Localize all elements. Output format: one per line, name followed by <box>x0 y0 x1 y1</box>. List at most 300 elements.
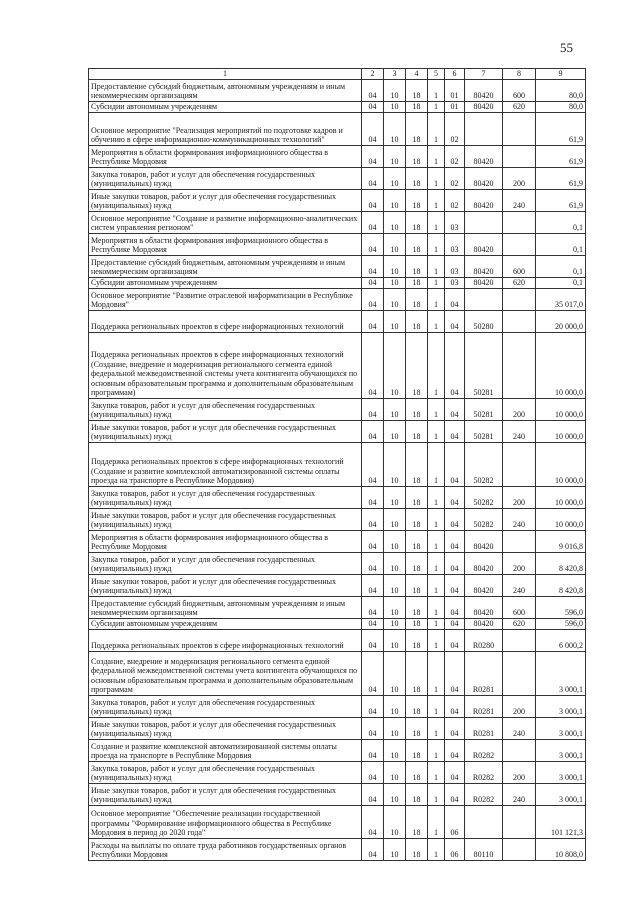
code-cell: 04 <box>362 575 384 597</box>
code-cell: 04 <box>362 718 384 740</box>
code-cell: 03 <box>445 256 465 278</box>
code-cell: 1 <box>428 509 445 531</box>
code-cell: R0282 <box>465 740 503 762</box>
code-cell: 10 <box>384 113 406 146</box>
code-cell: 80420 <box>465 102 503 113</box>
code-cell: 04 <box>362 421 384 443</box>
code-cell: 01 <box>445 80 465 102</box>
code-cell: 04 <box>445 421 465 443</box>
code-cell: 04 <box>445 531 465 553</box>
row-description: Основное мероприятие "Реализация мероприятий по подготовке кадров и обучению в сфере информационно-коммуникационных технологий" <box>89 113 362 146</box>
code-cell: 04 <box>445 630 465 652</box>
code-cell: 10 <box>384 696 406 718</box>
code-cell: 1 <box>428 212 445 234</box>
table-body <box>89 80 586 861</box>
code-cell: 04 <box>445 509 465 531</box>
code-cell: 04 <box>445 619 465 630</box>
row-description: Закупка товаров, работ и услуг для обеспечения государственных (муниципальных) нужд <box>89 487 362 509</box>
row-description: Создание и развитие комплексной автоматизированной системы оплаты проезда на транспорте в Республике Мордовия <box>89 740 362 762</box>
code-cell: 18 <box>406 553 428 575</box>
header-cell: 2 <box>362 69 384 80</box>
code-cell: 03 <box>445 278 465 289</box>
code-cell: 80420 <box>465 256 503 278</box>
code-cell: 1 <box>428 553 445 575</box>
code-cell: 04 <box>445 575 465 597</box>
row-description: Закупка товаров, работ и услуг для обеспечения государственных (муниципальных) нужд <box>89 696 362 718</box>
code-cell: 04 <box>445 487 465 509</box>
amount-cell: 596,0 <box>536 619 586 630</box>
table-row <box>89 168 586 190</box>
code-cell: 1 <box>428 102 445 113</box>
code-cell: 1 <box>428 839 445 861</box>
amount-cell: 0,1 <box>536 212 586 234</box>
table-row <box>89 839 586 861</box>
code-cell: 1 <box>428 234 445 256</box>
code-cell: 620 <box>503 102 536 113</box>
amount-cell: 10 808,0 <box>536 839 586 861</box>
code-cell: 1 <box>428 311 445 333</box>
code-cell: 240 <box>503 718 536 740</box>
code-cell: 1 <box>428 762 445 784</box>
code-cell: 1 <box>428 630 445 652</box>
code-cell: 04 <box>445 784 465 806</box>
table-row <box>89 146 586 168</box>
amount-cell: 61,9 <box>536 146 586 168</box>
code-cell: 04 <box>362 740 384 762</box>
code-cell: 10 <box>384 256 406 278</box>
table-row <box>89 443 586 487</box>
code-cell: 04 <box>362 619 384 630</box>
code-cell: 04 <box>362 630 384 652</box>
code-cell: 18 <box>406 311 428 333</box>
amount-cell: 10 000,0 <box>536 333 586 399</box>
code-cell: 18 <box>406 168 428 190</box>
code-cell: 04 <box>362 762 384 784</box>
code-cell: 18 <box>406 80 428 102</box>
code-cell: 1 <box>428 652 445 696</box>
code-cell: 1 <box>428 333 445 399</box>
row-description: Создание, внедрение и модернизация регионального сегмента единой федеральной межведомственной системы учета контингента обучающихся по основным образовательным программа и дополнительным образовательным программам <box>89 652 362 696</box>
code-cell: 10 <box>384 80 406 102</box>
code-cell: 50282 <box>465 509 503 531</box>
page-number: 55 <box>560 40 573 55</box>
amount-cell: 35 017,0 <box>536 289 586 311</box>
amount-cell: 9 016,8 <box>536 531 586 553</box>
row-description: Основное мероприятие "Создание и развитие информационно-аналитических систем управления регионом" <box>89 212 362 234</box>
code-cell <box>503 740 536 762</box>
row-description: Закупка товаров, работ и услуг для обеспечения государственных (муниципальных) нужд <box>89 168 362 190</box>
code-cell: 18 <box>406 421 428 443</box>
row-description: Расходы на выплаты по оплате труда работников государственных органов Республики Мордовия <box>89 839 362 861</box>
amount-cell: 6 000,2 <box>536 630 586 652</box>
table-row <box>89 575 586 597</box>
code-cell: 240 <box>503 190 536 212</box>
code-cell: R0280 <box>465 630 503 652</box>
code-cell: 10 <box>384 487 406 509</box>
code-cell: 10 <box>384 553 406 575</box>
amount-cell: 3 000,1 <box>536 652 586 696</box>
code-cell: 04 <box>362 696 384 718</box>
amount-cell: 10 000,0 <box>536 421 586 443</box>
amount-cell: 101 121,3 <box>536 806 586 839</box>
budget-table <box>88 68 586 861</box>
code-cell: 10 <box>384 399 406 421</box>
code-cell: 04 <box>445 311 465 333</box>
table-row <box>89 212 586 234</box>
header-cell: 7 <box>465 69 503 80</box>
code-cell: 80420 <box>465 597 503 619</box>
code-cell: 04 <box>445 696 465 718</box>
code-cell: 1 <box>428 575 445 597</box>
code-cell: 04 <box>445 597 465 619</box>
header-cell: 1 <box>89 69 362 80</box>
code-cell: 10 <box>384 168 406 190</box>
code-cell: 04 <box>445 289 465 311</box>
row-description: Субсидии автономным учреждениям <box>89 619 362 630</box>
code-cell: 1 <box>428 399 445 421</box>
amount-cell: 10 000,0 <box>536 509 586 531</box>
code-cell: 18 <box>406 839 428 861</box>
table-row <box>89 113 586 146</box>
code-cell: 10 <box>384 190 406 212</box>
code-cell: 200 <box>503 168 536 190</box>
code-cell: 50281 <box>465 421 503 443</box>
row-description: Иные закупки товаров, работ и услуг для обеспечения государственных (муниципальных) нужд <box>89 718 362 740</box>
header-cell: 3 <box>384 69 406 80</box>
table-row <box>89 234 586 256</box>
code-cell: R0282 <box>465 784 503 806</box>
code-cell: 240 <box>503 421 536 443</box>
code-cell: 1 <box>428 190 445 212</box>
code-cell: 80420 <box>465 619 503 630</box>
code-cell: 620 <box>503 278 536 289</box>
table-row <box>89 256 586 278</box>
code-cell: 10 <box>384 784 406 806</box>
row-description: Субсидии автономным учреждениям <box>89 278 362 289</box>
code-cell: 04 <box>362 399 384 421</box>
code-cell: 03 <box>445 212 465 234</box>
code-cell: 10 <box>384 333 406 399</box>
code-cell: 1 <box>428 718 445 740</box>
code-cell: 10 <box>384 443 406 487</box>
code-cell: 1 <box>428 443 445 487</box>
code-cell: 18 <box>406 619 428 630</box>
code-cell: 240 <box>503 575 536 597</box>
code-cell: 18 <box>406 784 428 806</box>
amount-cell: 8 420,8 <box>536 553 586 575</box>
code-cell: 10 <box>384 311 406 333</box>
code-cell: 80420 <box>465 278 503 289</box>
code-cell: 10 <box>384 421 406 443</box>
code-cell: 18 <box>406 575 428 597</box>
row-description: Закупка товаров, работ и услуг для обеспечения государственных (муниципальных) нужд <box>89 762 362 784</box>
row-description: Предоставление субсидий бюджетным, автономным учреждениям и иным некоммерческим организациям <box>89 256 362 278</box>
code-cell <box>503 806 536 839</box>
row-description: Основное мероприятие "Обеспечение реализации государственной программы "Формирование информационного общества в Республике Мордовия в период до 2020 года" <box>89 806 362 839</box>
code-cell: 04 <box>362 311 384 333</box>
code-cell: 04 <box>362 278 384 289</box>
header-cell: 9 <box>536 69 586 80</box>
header-cell: 8 <box>503 69 536 80</box>
code-cell <box>503 234 536 256</box>
code-cell: 10 <box>384 289 406 311</box>
code-cell: 80420 <box>465 531 503 553</box>
code-cell: 1 <box>428 784 445 806</box>
code-cell: 04 <box>362 597 384 619</box>
row-description: Субсидии автономным учреждениям <box>89 102 362 113</box>
code-cell: 80420 <box>465 575 503 597</box>
code-cell: 1 <box>428 531 445 553</box>
code-cell: 10 <box>384 212 406 234</box>
row-description: Закупка товаров, работ и услуг для обеспечения государственных (муниципальных) нужд <box>89 553 362 575</box>
code-cell: 18 <box>406 102 428 113</box>
amount-cell: 3 000,1 <box>536 784 586 806</box>
code-cell: 10 <box>384 278 406 289</box>
code-cell: 04 <box>445 333 465 399</box>
code-cell: 04 <box>362 168 384 190</box>
table-row <box>89 333 586 399</box>
table-row <box>89 806 586 839</box>
code-cell: 600 <box>503 597 536 619</box>
code-cell: 18 <box>406 762 428 784</box>
code-cell: 1 <box>428 696 445 718</box>
code-cell: R0282 <box>465 762 503 784</box>
code-cell: 04 <box>362 212 384 234</box>
row-description: Поддержка региональных проектов в сфере информационных технологий <box>89 311 362 333</box>
amount-cell: 3 000,1 <box>536 696 586 718</box>
code-cell: 18 <box>406 146 428 168</box>
amount-cell: 0,1 <box>536 256 586 278</box>
amount-cell: 10 000,0 <box>536 399 586 421</box>
code-cell: 80110 <box>465 839 503 861</box>
code-cell: 18 <box>406 806 428 839</box>
code-cell <box>503 531 536 553</box>
code-cell: 80420 <box>465 234 503 256</box>
code-cell: 1 <box>428 278 445 289</box>
amount-cell: 3 000,1 <box>536 740 586 762</box>
code-cell: 06 <box>445 839 465 861</box>
code-cell: 10 <box>384 740 406 762</box>
code-cell: 1 <box>428 619 445 630</box>
code-cell: 10 <box>384 630 406 652</box>
code-cell: 18 <box>406 256 428 278</box>
code-cell: 200 <box>503 399 536 421</box>
code-cell: 18 <box>406 531 428 553</box>
table-row <box>89 718 586 740</box>
code-cell: 240 <box>503 509 536 531</box>
code-cell <box>503 652 536 696</box>
code-cell: 04 <box>362 531 384 553</box>
code-cell: 04 <box>445 718 465 740</box>
code-cell: 04 <box>362 509 384 531</box>
code-cell: 04 <box>362 443 384 487</box>
code-cell: 50282 <box>465 443 503 487</box>
code-cell: 04 <box>445 443 465 487</box>
code-cell: 04 <box>362 839 384 861</box>
code-cell: 200 <box>503 762 536 784</box>
amount-cell: 10 000,0 <box>536 487 586 509</box>
code-cell: 50281 <box>465 333 503 399</box>
code-cell <box>503 839 536 861</box>
code-cell: R0281 <box>465 718 503 740</box>
table-row <box>89 652 586 696</box>
code-cell <box>465 212 503 234</box>
code-cell: 10 <box>384 806 406 839</box>
code-cell: 18 <box>406 234 428 256</box>
header-row <box>89 69 586 80</box>
row-description: Поддержка региональных проектов в сфере информационных технологий (Создание и развитие комплексной автоматизированной системы оплаты проезда на транспорте в Республике Мордовия) <box>89 443 362 487</box>
code-cell <box>503 443 536 487</box>
code-cell: 18 <box>406 190 428 212</box>
code-cell: 1 <box>428 740 445 762</box>
code-cell: 1 <box>428 168 445 190</box>
code-cell: 18 <box>406 509 428 531</box>
code-cell: 1 <box>428 597 445 619</box>
code-cell: 10 <box>384 597 406 619</box>
code-cell: 04 <box>362 80 384 102</box>
code-cell: 18 <box>406 333 428 399</box>
code-cell: 10 <box>384 652 406 696</box>
amount-cell: 0,1 <box>536 278 586 289</box>
row-description: Основное мероприятие "Развитие отраслевой информатизации в Республике Мордовия" <box>89 289 362 311</box>
code-cell: 04 <box>445 762 465 784</box>
code-cell: 10 <box>384 718 406 740</box>
row-description: Закупка товаров, работ и услуг для обеспечения государственных (муниципальных) нужд <box>89 399 362 421</box>
amount-cell: 61,9 <box>536 190 586 212</box>
code-cell: 1 <box>428 289 445 311</box>
amount-cell: 3 000,1 <box>536 762 586 784</box>
code-cell: 02 <box>445 146 465 168</box>
code-cell: 10 <box>384 839 406 861</box>
code-cell: 80420 <box>465 80 503 102</box>
code-cell: 10 <box>384 234 406 256</box>
code-cell: 80420 <box>465 190 503 212</box>
code-cell: 04 <box>362 102 384 113</box>
amount-cell: 8 420,8 <box>536 575 586 597</box>
code-cell: 18 <box>406 652 428 696</box>
code-cell: 10 <box>384 509 406 531</box>
code-cell: 04 <box>362 256 384 278</box>
code-cell: 04 <box>362 333 384 399</box>
table-row <box>89 762 586 784</box>
code-cell: R0281 <box>465 652 503 696</box>
code-cell: 600 <box>503 256 536 278</box>
code-cell: 04 <box>445 399 465 421</box>
table-row <box>89 487 586 509</box>
code-cell <box>503 630 536 652</box>
code-cell: 01 <box>445 102 465 113</box>
row-description: Иные закупки товаров, работ и услуг для обеспечения государственных (муниципальных) нужд <box>89 575 362 597</box>
code-cell: 18 <box>406 443 428 487</box>
amount-cell: 80,0 <box>536 102 586 113</box>
code-cell <box>503 289 536 311</box>
code-cell: 04 <box>362 190 384 212</box>
code-cell <box>503 311 536 333</box>
code-cell: 1 <box>428 487 445 509</box>
code-cell: 1 <box>428 256 445 278</box>
table-row <box>89 289 586 311</box>
row-description: Мероприятия в области формирования информационного общества в Республике Мордовия <box>89 146 362 168</box>
row-description: Поддержка региональных проектов в сфере информационных технологий <box>89 630 362 652</box>
code-cell: 06 <box>445 806 465 839</box>
table-row <box>89 278 586 289</box>
table-row <box>89 630 586 652</box>
code-cell: 50282 <box>465 487 503 509</box>
code-cell <box>503 113 536 146</box>
code-cell: 200 <box>503 553 536 575</box>
code-cell: 10 <box>384 619 406 630</box>
code-cell <box>503 212 536 234</box>
code-cell: 10 <box>384 531 406 553</box>
code-cell: 18 <box>406 630 428 652</box>
code-cell: 50281 <box>465 399 503 421</box>
table-row <box>89 597 586 619</box>
amount-cell: 61,9 <box>536 113 586 146</box>
code-cell: 04 <box>362 234 384 256</box>
code-cell: 02 <box>445 168 465 190</box>
code-cell: 04 <box>362 487 384 509</box>
code-cell: R0281 <box>465 696 503 718</box>
code-cell <box>465 806 503 839</box>
row-description: Поддержка региональных проектов в сфере информационных технологий (Создание, внедрение и модернизация регионального сегмента единой федеральной межведомственной системы учета контингента обучающихся по основным образовательным программа и дополнительным образовательным программам) <box>89 333 362 399</box>
code-cell: 18 <box>406 212 428 234</box>
row-description: Мероприятия в области формирования информационного общества в Республике Мордовия <box>89 234 362 256</box>
code-cell: 18 <box>406 740 428 762</box>
code-cell: 18 <box>406 718 428 740</box>
code-cell: 10 <box>384 146 406 168</box>
amount-cell: 10 000,0 <box>536 443 586 487</box>
code-cell: 04 <box>362 806 384 839</box>
code-cell: 80420 <box>465 168 503 190</box>
code-cell: 620 <box>503 619 536 630</box>
table-row <box>89 80 586 102</box>
code-cell <box>503 146 536 168</box>
row-description: Мероприятия в области формирования информационного общества в Республике Мордовия <box>89 531 362 553</box>
code-cell: 04 <box>362 553 384 575</box>
code-cell: 18 <box>406 597 428 619</box>
code-cell: 600 <box>503 80 536 102</box>
table-row <box>89 421 586 443</box>
code-cell: 18 <box>406 113 428 146</box>
code-cell: 50280 <box>465 311 503 333</box>
code-cell: 02 <box>445 190 465 212</box>
code-cell <box>465 289 503 311</box>
header-cell: 4 <box>406 69 428 80</box>
code-cell: 04 <box>445 740 465 762</box>
code-cell: 04 <box>362 652 384 696</box>
code-cell: 18 <box>406 696 428 718</box>
table-row <box>89 102 586 113</box>
table-row <box>89 399 586 421</box>
table-row <box>89 740 586 762</box>
amount-cell: 20 000,0 <box>536 311 586 333</box>
code-cell: 04 <box>362 113 384 146</box>
table-row <box>89 619 586 630</box>
row-description: Иные закупки товаров, работ и услуг для обеспечения государственных (муниципальных) нужд <box>89 509 362 531</box>
table-row <box>89 553 586 575</box>
code-cell: 240 <box>503 784 536 806</box>
table-row <box>89 190 586 212</box>
code-cell: 10 <box>384 102 406 113</box>
code-cell: 04 <box>445 652 465 696</box>
code-cell: 1 <box>428 806 445 839</box>
code-cell: 18 <box>406 399 428 421</box>
code-cell: 18 <box>406 278 428 289</box>
code-cell: 1 <box>428 146 445 168</box>
table-row <box>89 696 586 718</box>
code-cell: 80420 <box>465 146 503 168</box>
code-cell <box>503 333 536 399</box>
